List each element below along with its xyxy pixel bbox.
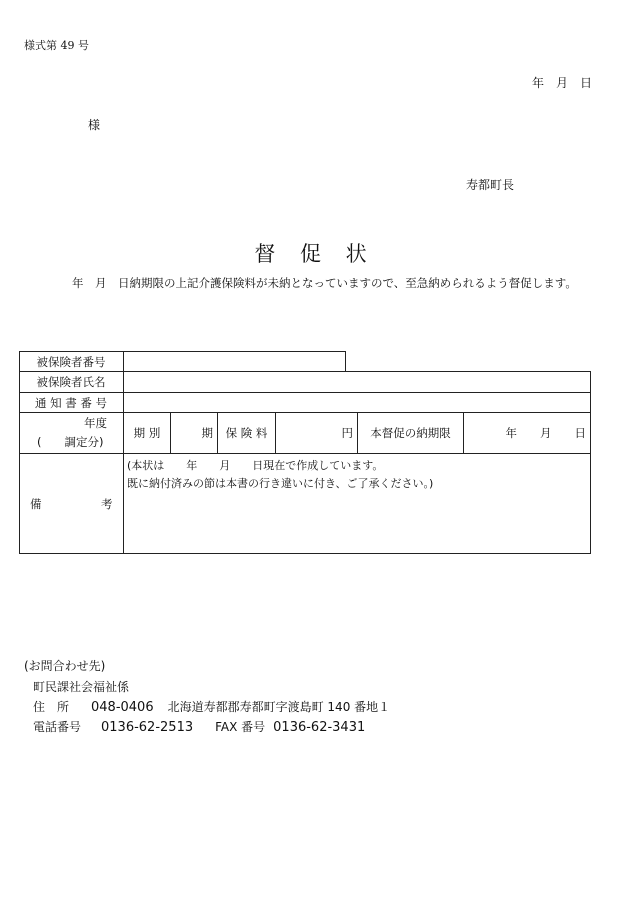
premium-unit: 円 <box>341 426 353 440</box>
notice-table <box>19 351 591 554</box>
insured-name-label: 被保険者氏名 <box>36 375 106 389</box>
assessed-label: ( 調定分) <box>37 435 104 449</box>
fax-number: 0136-62-3431 <box>273 720 366 735</box>
phone-label: 電話番号 <box>33 720 82 734</box>
notice-number-label: 通 知 書 番 号 <box>34 395 108 410</box>
insured-number-value <box>125 352 343 371</box>
contact-heading: (お問合わせ先) <box>24 659 106 673</box>
postal-code: 048-0406 <box>91 700 154 715</box>
insured-number-label: 被保険者番号 <box>36 354 106 369</box>
address-text: 北海道寿都郡寿都町字渡島町 140 番地１ <box>167 700 391 714</box>
contact-department: 町民課社会福祉係 <box>33 680 130 694</box>
address-label: 住 所 <box>33 700 70 714</box>
notice-number-value <box>125 393 587 412</box>
contact-phone-row <box>33 718 365 735</box>
remarks-line-2: 既に納付済みの節は本書の行き違いに付き、ご了承ください。) <box>127 477 434 490</box>
remarks-line-1: (本状は 年 月 日現在で作成しています。 <box>127 459 384 472</box>
insured-name-value <box>125 372 587 392</box>
premium-label: 保 険 料 <box>225 426 268 440</box>
contact-address-row <box>33 698 390 715</box>
issuer-name: 寿都町長 <box>466 178 515 192</box>
period-unit: 期 <box>201 426 213 440</box>
fax-label: FAX 番号 <box>215 720 266 734</box>
remarks-label-1: 備 <box>30 496 42 511</box>
phone-number: 0136-62-2513 <box>101 720 194 735</box>
deadline-label: 本督促の納期限 <box>370 426 451 440</box>
form-number: 様式第 49 号 <box>24 39 89 52</box>
deadline-value: 年 月 日 <box>505 426 586 440</box>
issue-date: 年 月 日 <box>532 76 593 90</box>
document-title: 督 促 状 <box>254 242 376 266</box>
lead-text: 年 月 日納期限の上記介護保険料が未納となっていますので、至急納められるよう督促します。 <box>72 276 577 290</box>
period-label: 期 別 <box>133 426 161 440</box>
remarks-label-2: 考 <box>101 496 113 511</box>
fiscal-year-label: 年度 <box>84 416 107 430</box>
addressee-suffix: 様 <box>88 118 101 132</box>
